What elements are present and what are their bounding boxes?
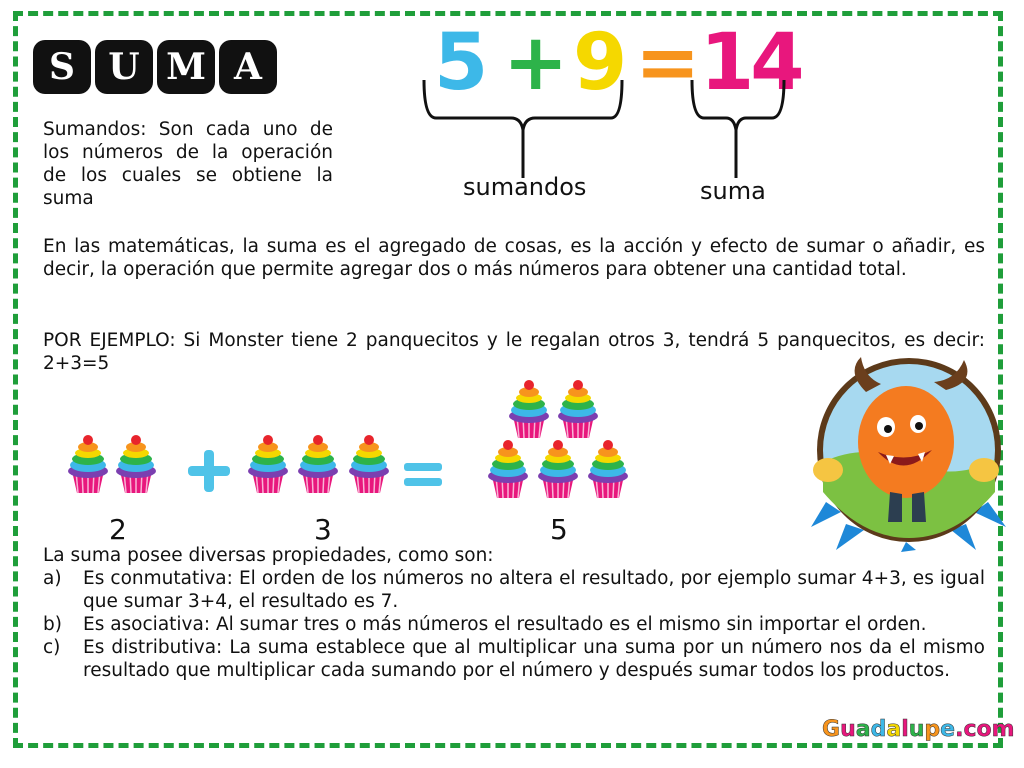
addends-brace [424, 80, 622, 178]
list-item-text: Es distributiva: La suma establece que al multiplicar una suma por un número nos da el mismo resultado que multiplicar cada sumando por el número y después sumar todos los productos. [83, 637, 985, 681]
illustration-plus-icon [186, 448, 232, 494]
logo-letter: d [870, 717, 887, 742]
left-count: 2 [109, 513, 127, 546]
logo-letter: u [840, 717, 856, 742]
title-letter: U [108, 46, 140, 88]
list-item [43, 613, 985, 636]
sum-explanation: En las matemáticas, la suma es el agregado de cosas, es la acción y efecto de sumar o añadir, es decir, la operación que permite agregar dos o más números para obtener una cantidad total. [43, 236, 985, 280]
cupcake-icon [486, 438, 530, 500]
logo-letter: a [855, 717, 871, 742]
addend-b: 9 [573, 18, 628, 108]
example-text: POR EJEMPLO: Si Monster tiene 2 panquecitos y le regalan otros 3, tendrá 5 panquecitos, es decir: 2+3=5 [43, 330, 985, 374]
sum-brace [692, 80, 784, 178]
list-item-text: Es asociativa: Al sumar tres o más números el resultado es el mismo sin importar el orden. [83, 614, 927, 635]
cupcake-icon [296, 433, 340, 495]
logo-letter: .com [955, 717, 1015, 742]
cupcake-icon [507, 378, 551, 440]
list-item-letter: b) [43, 614, 62, 635]
properties-intro: La suma posee diversas propiedades, como son: [43, 545, 494, 566]
braces [416, 78, 796, 188]
properties-list [43, 544, 985, 682]
logo-letter: p [924, 717, 941, 742]
sum-result: 14 [700, 18, 801, 108]
cupcake-icon [246, 433, 290, 495]
title-tile [219, 40, 277, 94]
list-item-letter: a) [43, 568, 62, 589]
logo-letter: a [886, 717, 902, 742]
guadalupe-logo [822, 717, 1015, 742]
title-tile [33, 40, 91, 94]
page-title [33, 40, 277, 94]
logo-letter: G [822, 717, 841, 742]
cupcake-icon [556, 378, 600, 440]
cupcake-icon [586, 438, 630, 500]
cupcake-icon [536, 438, 580, 500]
cupcake-icon [114, 433, 158, 495]
cupcake-icon [66, 433, 110, 495]
title-letter: A [234, 46, 262, 88]
list-item-text: Es conmutativa: El orden de los números no altera el resultado, por ejemplo sumar 4+3, es igual que sumar 3+4, el resultado es 7. [83, 568, 985, 612]
monster-icon [806, 352, 1012, 552]
cupcake-icon [347, 433, 391, 495]
title-letter: M [166, 46, 206, 88]
list-item-letter: c) [43, 637, 61, 658]
total-count: 5 [550, 513, 568, 546]
plus-sign: + [503, 18, 569, 108]
addends-definition: Sumandos: Son cada uno de los números de la operación de los cuales se obtiene la suma [43, 119, 333, 209]
addends-label: sumandos [463, 173, 587, 201]
illustration-equals-icon [404, 462, 442, 488]
addend-a: 5 [434, 18, 489, 108]
list-item [43, 567, 985, 613]
logo-letter: l [901, 717, 909, 742]
list-item [43, 636, 985, 682]
sum-label: suma [700, 177, 766, 205]
logo-letter: e [940, 717, 956, 742]
title-tile [95, 40, 153, 94]
title-letter: S [49, 46, 75, 88]
logo-letter: u [908, 717, 925, 742]
equals-sign: = [635, 18, 701, 108]
title-tile [157, 40, 215, 94]
right-count: 3 [314, 513, 332, 546]
